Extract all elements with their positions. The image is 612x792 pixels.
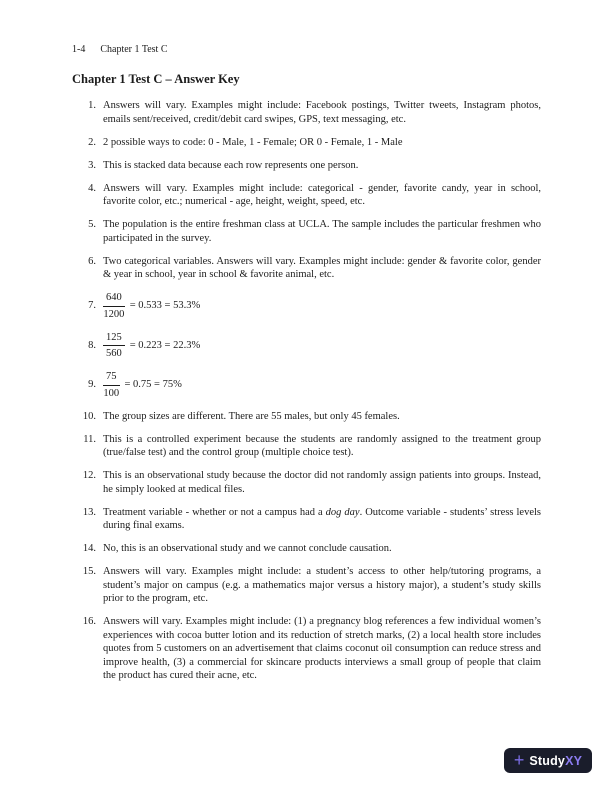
- chapter-header-label: Chapter 1 Test C: [100, 44, 168, 55]
- fraction-result: = 0.533 = 53.3%: [129, 300, 201, 312]
- item-text-italic: dog day: [325, 506, 360, 518]
- item-text: No, this is an observational study and we cannot conclude causation.: [103, 543, 392, 554]
- answer-item-4: [72, 182, 541, 209]
- item-number: 15.: [82, 566, 96, 577]
- item-text: Answers will vary. Examples might include: categorical - gender, favorite candy, year in school, favorite color, etc.; numerical - age, height, weight, speed, etc.: [103, 182, 541, 207]
- fraction-numerator: 125: [103, 331, 125, 347]
- brand-wordmark: [529, 754, 582, 768]
- fraction: [103, 291, 125, 321]
- fraction-denominator: 560: [106, 348, 122, 359]
- answer-item-6: [72, 255, 541, 282]
- item-text: Answers will vary. Examples might include: a student’s access to other help/tutoring programs, a student’s major on campus (e.g. a mathematics major versus a history major), a student’s study skills prior to the program, etc.: [103, 566, 541, 604]
- fraction-result: = 0.75 = 75%: [124, 379, 182, 391]
- item-number: 11.: [83, 433, 96, 445]
- fraction-equation: [103, 291, 200, 321]
- answer-item-15: [72, 565, 541, 606]
- fraction-equation: [103, 331, 200, 361]
- item-number: 9.: [88, 379, 96, 391]
- fraction-denominator: 1200: [103, 308, 125, 320]
- answer-item-16: [72, 615, 541, 683]
- item-text: This is stacked data because each row represents one person.: [103, 159, 359, 171]
- page-title: Chapter 1 Test C – Answer Key: [72, 72, 240, 86]
- answer-item-12: [72, 469, 541, 496]
- page-number: 1-4: [72, 44, 86, 55]
- answer-item-5: [72, 218, 541, 245]
- item-text: [103, 506, 541, 533]
- item-text: 2 possible ways to code: 0 - Male, 1 - Female; OR 0 - Female, 1 - Male: [103, 136, 403, 148]
- answer-item-11: [72, 433, 541, 460]
- item-text: This is an observational study because the doctor did not randomly assign patients into groups. Instead, he simply looked at medical files.: [103, 470, 541, 495]
- answer-item-14: [72, 542, 541, 556]
- answer-item-10: [72, 410, 541, 424]
- fraction: [103, 331, 125, 361]
- plus-icon: +: [513, 749, 525, 770]
- item-number: 1.: [88, 100, 96, 111]
- fraction-equation: [103, 370, 182, 400]
- answer-item-9: [72, 370, 541, 400]
- item-text: This is a controlled experiment because the students are randomly assigned to the treatment group (true/false test) and the control group (multiple choice test).: [103, 433, 541, 458]
- item-number: 14.: [82, 543, 96, 554]
- answer-item-8: [72, 331, 541, 361]
- item-text: The group sizes are different. There are 55 males, but only 45 females.: [103, 410, 400, 422]
- answers-list: [72, 99, 541, 683]
- item-number: 8.: [88, 339, 96, 351]
- brand-xy-text: XY: [565, 753, 583, 768]
- answer-item-3: [72, 159, 541, 173]
- brand-study-text: Study: [529, 753, 566, 768]
- item-number: 12.: [82, 470, 96, 481]
- item-number: 10.: [82, 410, 96, 422]
- item-number: 13.: [82, 506, 96, 518]
- studyxy-logo[interactable]: [504, 748, 592, 773]
- running-header: [72, 43, 541, 56]
- item-number: 2.: [88, 136, 96, 148]
- item-number: 3.: [88, 159, 96, 171]
- fraction: [103, 370, 120, 400]
- fraction-denominator: 100: [103, 387, 120, 399]
- item-number: 5.: [88, 219, 96, 230]
- item-number: 16.: [82, 616, 96, 627]
- item-number: 4.: [88, 182, 96, 194]
- answer-item-1: [72, 99, 541, 126]
- fraction-numerator: 640: [103, 291, 125, 307]
- item-number: 7.: [88, 300, 96, 312]
- item-text: Answers will vary. Examples might include: (1) a pregnancy blog references a few individual women’s experiences with cocoa butter lotion and its reduction of stretch marks, (2) a local health store includes quotes from 5 customers on an advertisement that claims coconut oil consumption can reduce stress and improve health, (3) a commercial for skincare products interviews a small group of people that claim the product has cured their acne, etc.: [103, 616, 541, 681]
- item-number: 6.: [88, 255, 96, 267]
- fraction-result: = 0.223 = 22.3%: [129, 339, 201, 351]
- answer-item-7: [72, 291, 541, 321]
- answer-item-2: [72, 136, 541, 150]
- fraction-numerator: 75: [103, 370, 120, 386]
- item-text: Answers will vary. Examples might include: Facebook postings, Twitter tweets, Instagram photos, emails sent/received, credit/debit card swipes, GPS, text messaging, etc.: [103, 100, 541, 125]
- answer-item-13: [72, 506, 541, 533]
- item-text-segment: . Outcome variable - students’ stress levels during final exams.: [103, 506, 541, 531]
- item-text-segment: Treatment variable - whether or not a campus had a: [103, 506, 326, 518]
- item-text: The population is the entire freshman class at UCLA. The sample includes the particular freshmen who participated in the survey.: [103, 219, 541, 244]
- item-text: Two categorical variables. Answers will vary. Examples might include: gender & favorite color, gender & year in school, year in school & favorite animal, etc.: [103, 255, 541, 280]
